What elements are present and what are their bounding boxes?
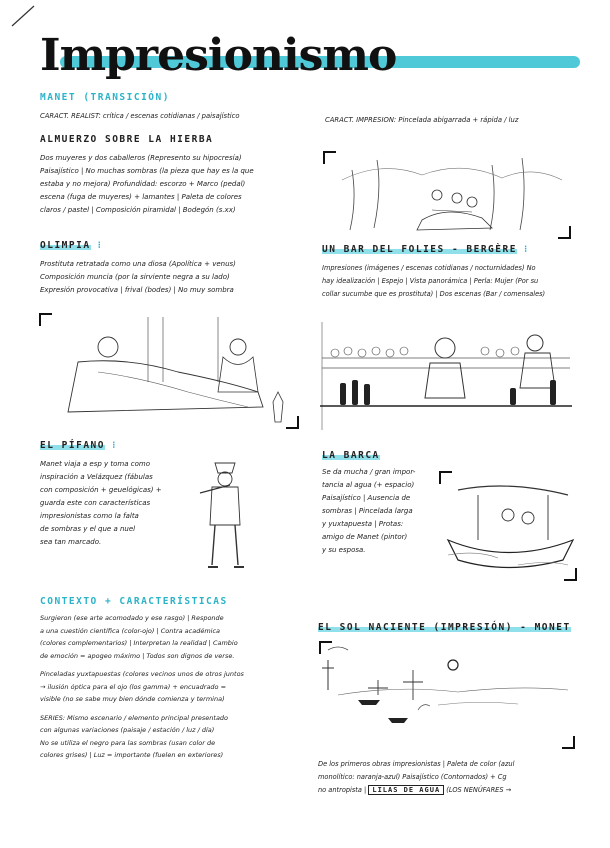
pifano-text [40,458,190,549]
barca-line: y yuxtapuesta | Protas: [322,520,404,528]
page-title: Impresionismo [40,30,397,81]
contexto-line: Surgieron (ese arte acomodado y ese rasgo) | Responde [40,614,224,622]
olimpia-line: Expresión provocativa | frival (bodes) | No muy sombra [40,286,234,294]
pifano-line: guarda este con características [40,499,151,507]
barca-line: amigo de Manet (pintor) [322,533,408,541]
pifano-line: impresionistas como la falta [40,512,139,520]
caract-realist: CARACT. REALIST: crítica / escenas cotidianas / paisajístico [40,112,240,120]
contexto-line: a una cuestión científica (color-ojo) | Contra académica [40,626,221,635]
bar-folies-text [322,262,582,301]
bar-folies-heading-text: UN BAR DEL FOLIES - BERGÈRE [322,244,517,255]
pifano-heading-text: EL PÍFANO [40,440,105,451]
sol-naciente-line: De los primeros obras impresionistas | Paleta de color (azul [318,760,515,768]
almuerzo-line: estaba y no mejora) Profundidad: escorzo + Marco (pedal) [40,180,246,188]
pen-stroke-mark [8,4,38,28]
barca-illustration [438,470,578,582]
barca-line: y su esposa. [322,546,366,554]
bar-folies-line: collar sucumbe que es prostituta) | Dos escenas (Bar / comensales) [322,290,546,298]
almuerzo-line: Dos muyeres y dos caballeros (Represento su hipocresía) [40,154,242,162]
lilas-de-agua-box: LILAS DE AGUA [368,785,444,795]
sol-naciente-text [318,758,580,797]
barca-line: Se da mucha / gran impor- [322,468,416,476]
contexto-line: (colores complementarios) | Interpretan la realidad | Cambio [40,639,238,647]
pifano-line: inspiración a Velázquez (fábulas [40,473,153,481]
bar-folies-illustration [320,318,572,433]
pifano-line: de sombras y el que a nuel [40,525,136,533]
pifano-line: sea tan marcado. [40,538,102,546]
manet-heading: MANET (TRANSICIÓN) [40,92,170,103]
bar-folies-line: Impresiones (imágenes / escenas cotidianas / nocturnidades) No [322,264,536,272]
barca-line: tancia al agua (+ espacio) [322,481,415,489]
almuerzo-line: claros / pastel | Composición piramidal | Bodegón (s.xx) [40,206,236,214]
olimpia-heading-text: OLIMPIA [40,240,91,251]
pifano-line: Manet viaja a esp y toma como [40,460,150,468]
sol-naciente-illustration [318,640,576,750]
barca-heading-text: LA BARCA [322,450,380,461]
barca-text [322,466,442,557]
sol-naciente-line-end: (LOS NENÚFARES → [446,786,512,794]
almuerzo-heading: ALMUERZO SOBRE LA HIERBA [40,134,214,145]
contexto-line: de emoción = apogeo máximo | Todos son dignos de verse. [40,651,235,660]
contexto-line: SERIES: Mismo escenario / elemento principal presentado [40,713,229,722]
pifano-illustration [190,455,260,575]
contexto-line: visible (no se sabe muy bien dónde comienza y termina) [40,695,225,703]
olimpia-illustration [38,312,300,430]
olimpia-text [40,258,310,297]
sol-naciente-line-start: no antropista | [318,786,367,794]
olimpia-heading: OLIMPIA ⁝ [40,240,103,251]
olimpia-line: Composición muncia (por la sirviente negra a su lado) [40,273,230,281]
almuerzo-line: escena (fuga de muyeres) + lamantes | Paleta de colores [40,193,242,201]
contexto-line: con algunas variaciones (paisaje / estación / luz / día) [40,726,215,734]
bar-folies-line: hay idealización | Espejo | Vista panorámica | Perla: Mujer (Por su [322,277,539,285]
contexto-line: Pinceladas yuxtapuestas (colores vecinos unos de otros juntos [40,670,244,678]
contexto-heading: CONTEXTO + CARACTERÍSTICAS [40,596,228,607]
sol-naciente-line: monolítico: naranja-azul) Paisajístico (Contornados) + Cg [318,773,507,781]
contexto-text [40,612,308,762]
pifano-heading: EL PÍFANO ⁝ [40,440,117,451]
barca-line: sombras | Pincelada larga [322,507,413,515]
almuerzo-line: Paisajístico | No muchas sombras (la pieza que hay es la que [40,167,254,175]
bar-folies-heading: UN BAR DEL FOLIES - BERGÈRE ⁝ [322,244,529,255]
sol-naciente-heading-text: EL SOL NACIENTE (IMPRESIÓN) - MONET [318,622,571,633]
contexto-line: colores grises) | Luz = importante (fuelen en exteriores) [40,751,224,759]
contexto-line: → ilusión óptica para el ojo (los gamma) + encuadrado = [40,682,227,691]
contexto-line: No se utiliza el negro para las sombras (usan color de [40,738,216,747]
sol-naciente-heading [318,622,571,633]
pifano-line: con composición + geuelógicas) + [40,486,162,494]
barca-line: Paisajístico | Ausencia de [322,494,411,502]
almuerzo-illustration [322,150,572,240]
barca-heading [322,450,380,461]
sol-naciente-line [318,784,580,797]
almuerzo-text [40,152,300,217]
caract-impresion: CARACT. IMPRESION: Pincelada abigarrada + rápida / luz [325,116,519,124]
olimpia-line: Prostituta retratada como una diosa (Apolítica + venus) [40,260,236,268]
